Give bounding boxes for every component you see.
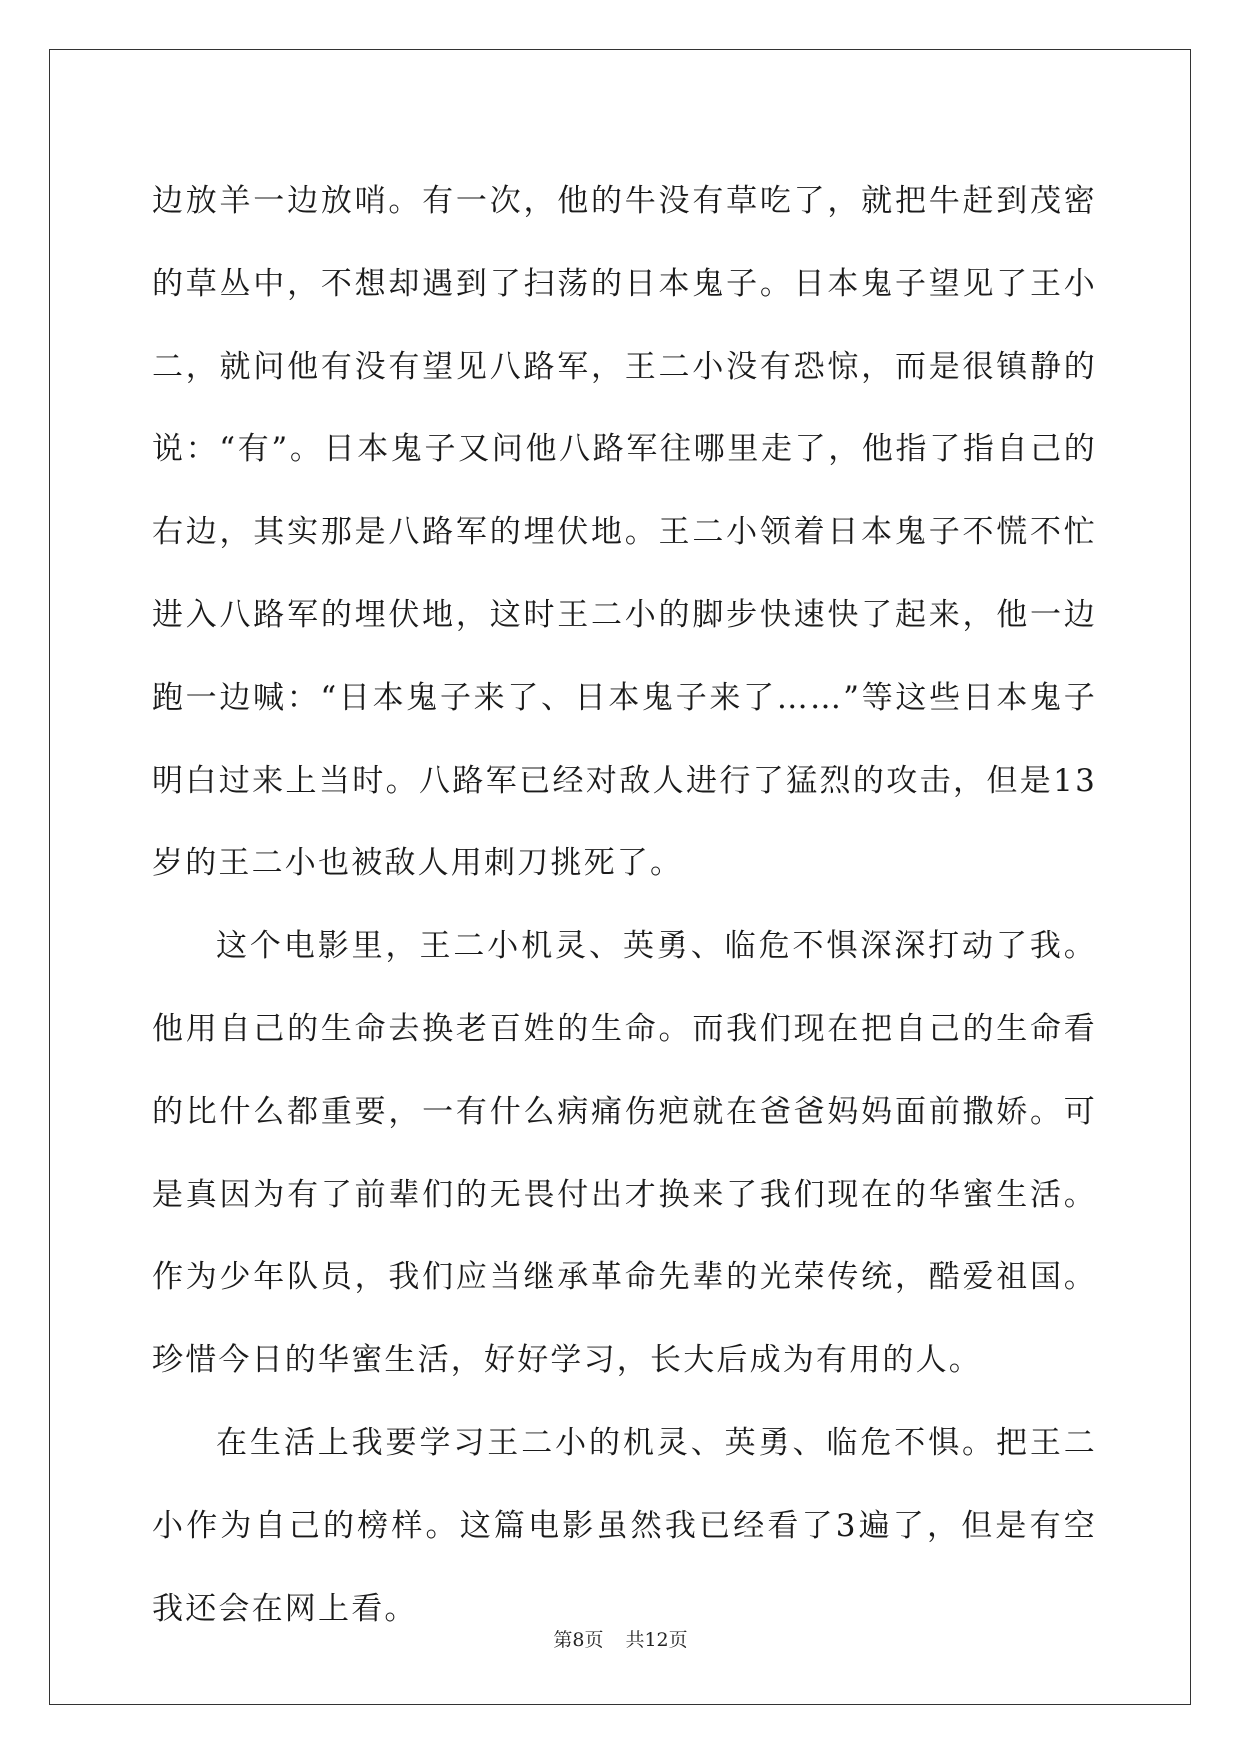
paragraph-2: 这个电影里，王二小机灵、英勇、临危不惧深深打动了我。他用自己的生命去换老百姓的生命。而我们现在把自己的生命看的比什么都重要，一有什么病痛伤疤就在爸爸妈妈面前撒娇。可是真因为有了前辈们的无畏付出才换来了我们现在的华蜜生活。作为少年队员，我们应当继承革命先辈的光荣传统，酷爱祖国。珍惜今日的华蜜生活，好好学习，长大后成为有用的人。 xyxy=(152,928,1097,1379)
document-body xyxy=(152,160,1097,1650)
page-footer xyxy=(0,1628,1241,1652)
page-total: 共12页 xyxy=(625,1629,688,1651)
paragraph-1: 边放羊一边放哨。有一次，他的牛没有草吃了，就把牛赶到茂密的草丛中，不想却遇到了扫荡的日本鬼子。日本鬼子望见了王小二，就问他有没有望见八路军，王二小没有恐惊，而是很镇静的说：“有”。日本鬼子又问他八路军往哪里走了，他指了指自己的右边，其实那是八路军的埋伏地。王二小领着日本鬼子不慌不忙进入八路军的埋伏地，这时王二小的脚步快速快了起来，他一边跑一边喊：“日本鬼子来了、日本鬼子来了……”等这些日本鬼子明白过来上当时。八路军已经对敌人进行了猛烈的攻击，但是13岁的王二小也被敌人用刺刀挑死了。 xyxy=(152,183,1097,882)
page-number: 第8页 xyxy=(553,1629,604,1651)
paragraph-3: 在生活上我要学习王二小的机灵、英勇、临危不惧。把王二小作为自己的榜样。这篇电影虽然我已经看了3遍了，但是有空我还会在网上看。 xyxy=(152,1424,1097,1627)
